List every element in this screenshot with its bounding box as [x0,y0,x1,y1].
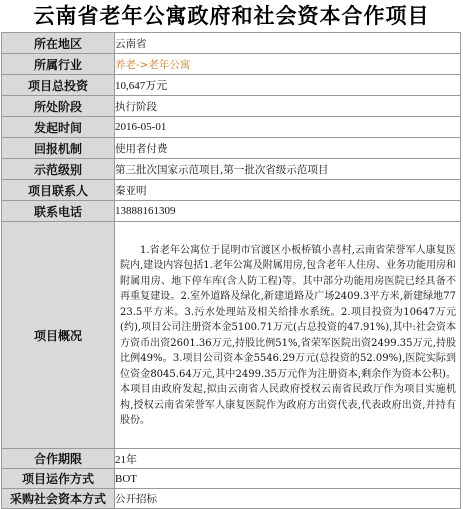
value-contact-person: 秦亚明 [115,180,461,201]
table-row [2,75,461,96]
table-row [2,449,461,469]
page-title: 云南省老年公寓政府和社会资本合作项目 [33,3,430,28]
table-row [2,222,461,449]
value-region: 云南省 [115,33,461,54]
value-phone: 13888161309 [115,201,461,222]
label-overview: 项目概况 [2,222,115,449]
project-info-table [1,32,461,509]
label-industry: 所属行业 [2,54,115,75]
label-stage: 所处阶段 [2,96,115,117]
value-demo-level: 第三批次国家示范项目,第一批次省级示范项目 [115,159,461,180]
table-row [2,117,461,138]
label-phone: 联系电话 [2,201,115,222]
value-cooperation-term: 21年 [115,449,461,469]
value-overview: 1.省老年公寓位于昆明市官渡区小板桥镇小喜村,云南省荣誉军人康复医院内,建设内容包括1.老年公寓及附属用房,包含老年人住房、业务功能用房和附属用房、地下停车库(含人防工程)等。其中部分功能用房医院已经具备不再重复建设。2.室外道路及绿化,新建道路及广场2409.3平方米,新建绿地7723.5平方米。3.污水处理站及相关给排水系统。2.项目投资为10647万元(约),项目公司注册资本金5100.71万元(占总投资的47.91%),其中:社会资本方资币出资2601.36万元,持股比例51%,省荣军医院出资2499.35万元,持股比例49%。3.项目公司资本金5546.29万元(总投资的52.09%),医院实际到位资金8045.64万元,其中2499.35万元作为注册资本,剩余作为资本公积)。本项目由政府发起,拟由云南省人民政府授权云南省民政厅作为项目实施机构,授权云南省荣誉军人康复医院作为政府方出资代表,代表政府出资,并持有股份。 [115,222,461,449]
table-row [2,469,461,489]
label-cooperation-term: 合作期限 [2,449,115,469]
label-total-investment: 项目总投资 [2,75,115,96]
label-operation-mode: 项目运作方式 [2,469,115,489]
label-demo-level: 示范级别 [2,159,115,180]
table-row [2,54,461,75]
table-row [2,489,461,509]
label-contact-person: 项目联系人 [2,180,115,201]
table-row [2,201,461,222]
value-start-date: 2016-05-01 [115,117,461,138]
label-start-date: 发起时间 [2,117,115,138]
value-industry: 养老->老年公寓 [115,54,461,75]
table-row [2,180,461,201]
value-stage: 执行阶段 [115,96,461,117]
value-return-mechanism: 使用者付费 [115,138,461,159]
label-return-mechanism: 回报机制 [2,138,115,159]
label-region: 所在地区 [2,33,115,54]
table-row [2,33,461,54]
value-procurement-method: 公开招标 [115,489,461,509]
table-row [2,159,461,180]
table-row [2,138,461,159]
table-row [2,96,461,117]
value-operation-mode: BOT [115,469,461,489]
label-procurement-method: 采购社会资本方式 [2,489,115,509]
value-total-investment: 10,647万元 [115,75,461,96]
